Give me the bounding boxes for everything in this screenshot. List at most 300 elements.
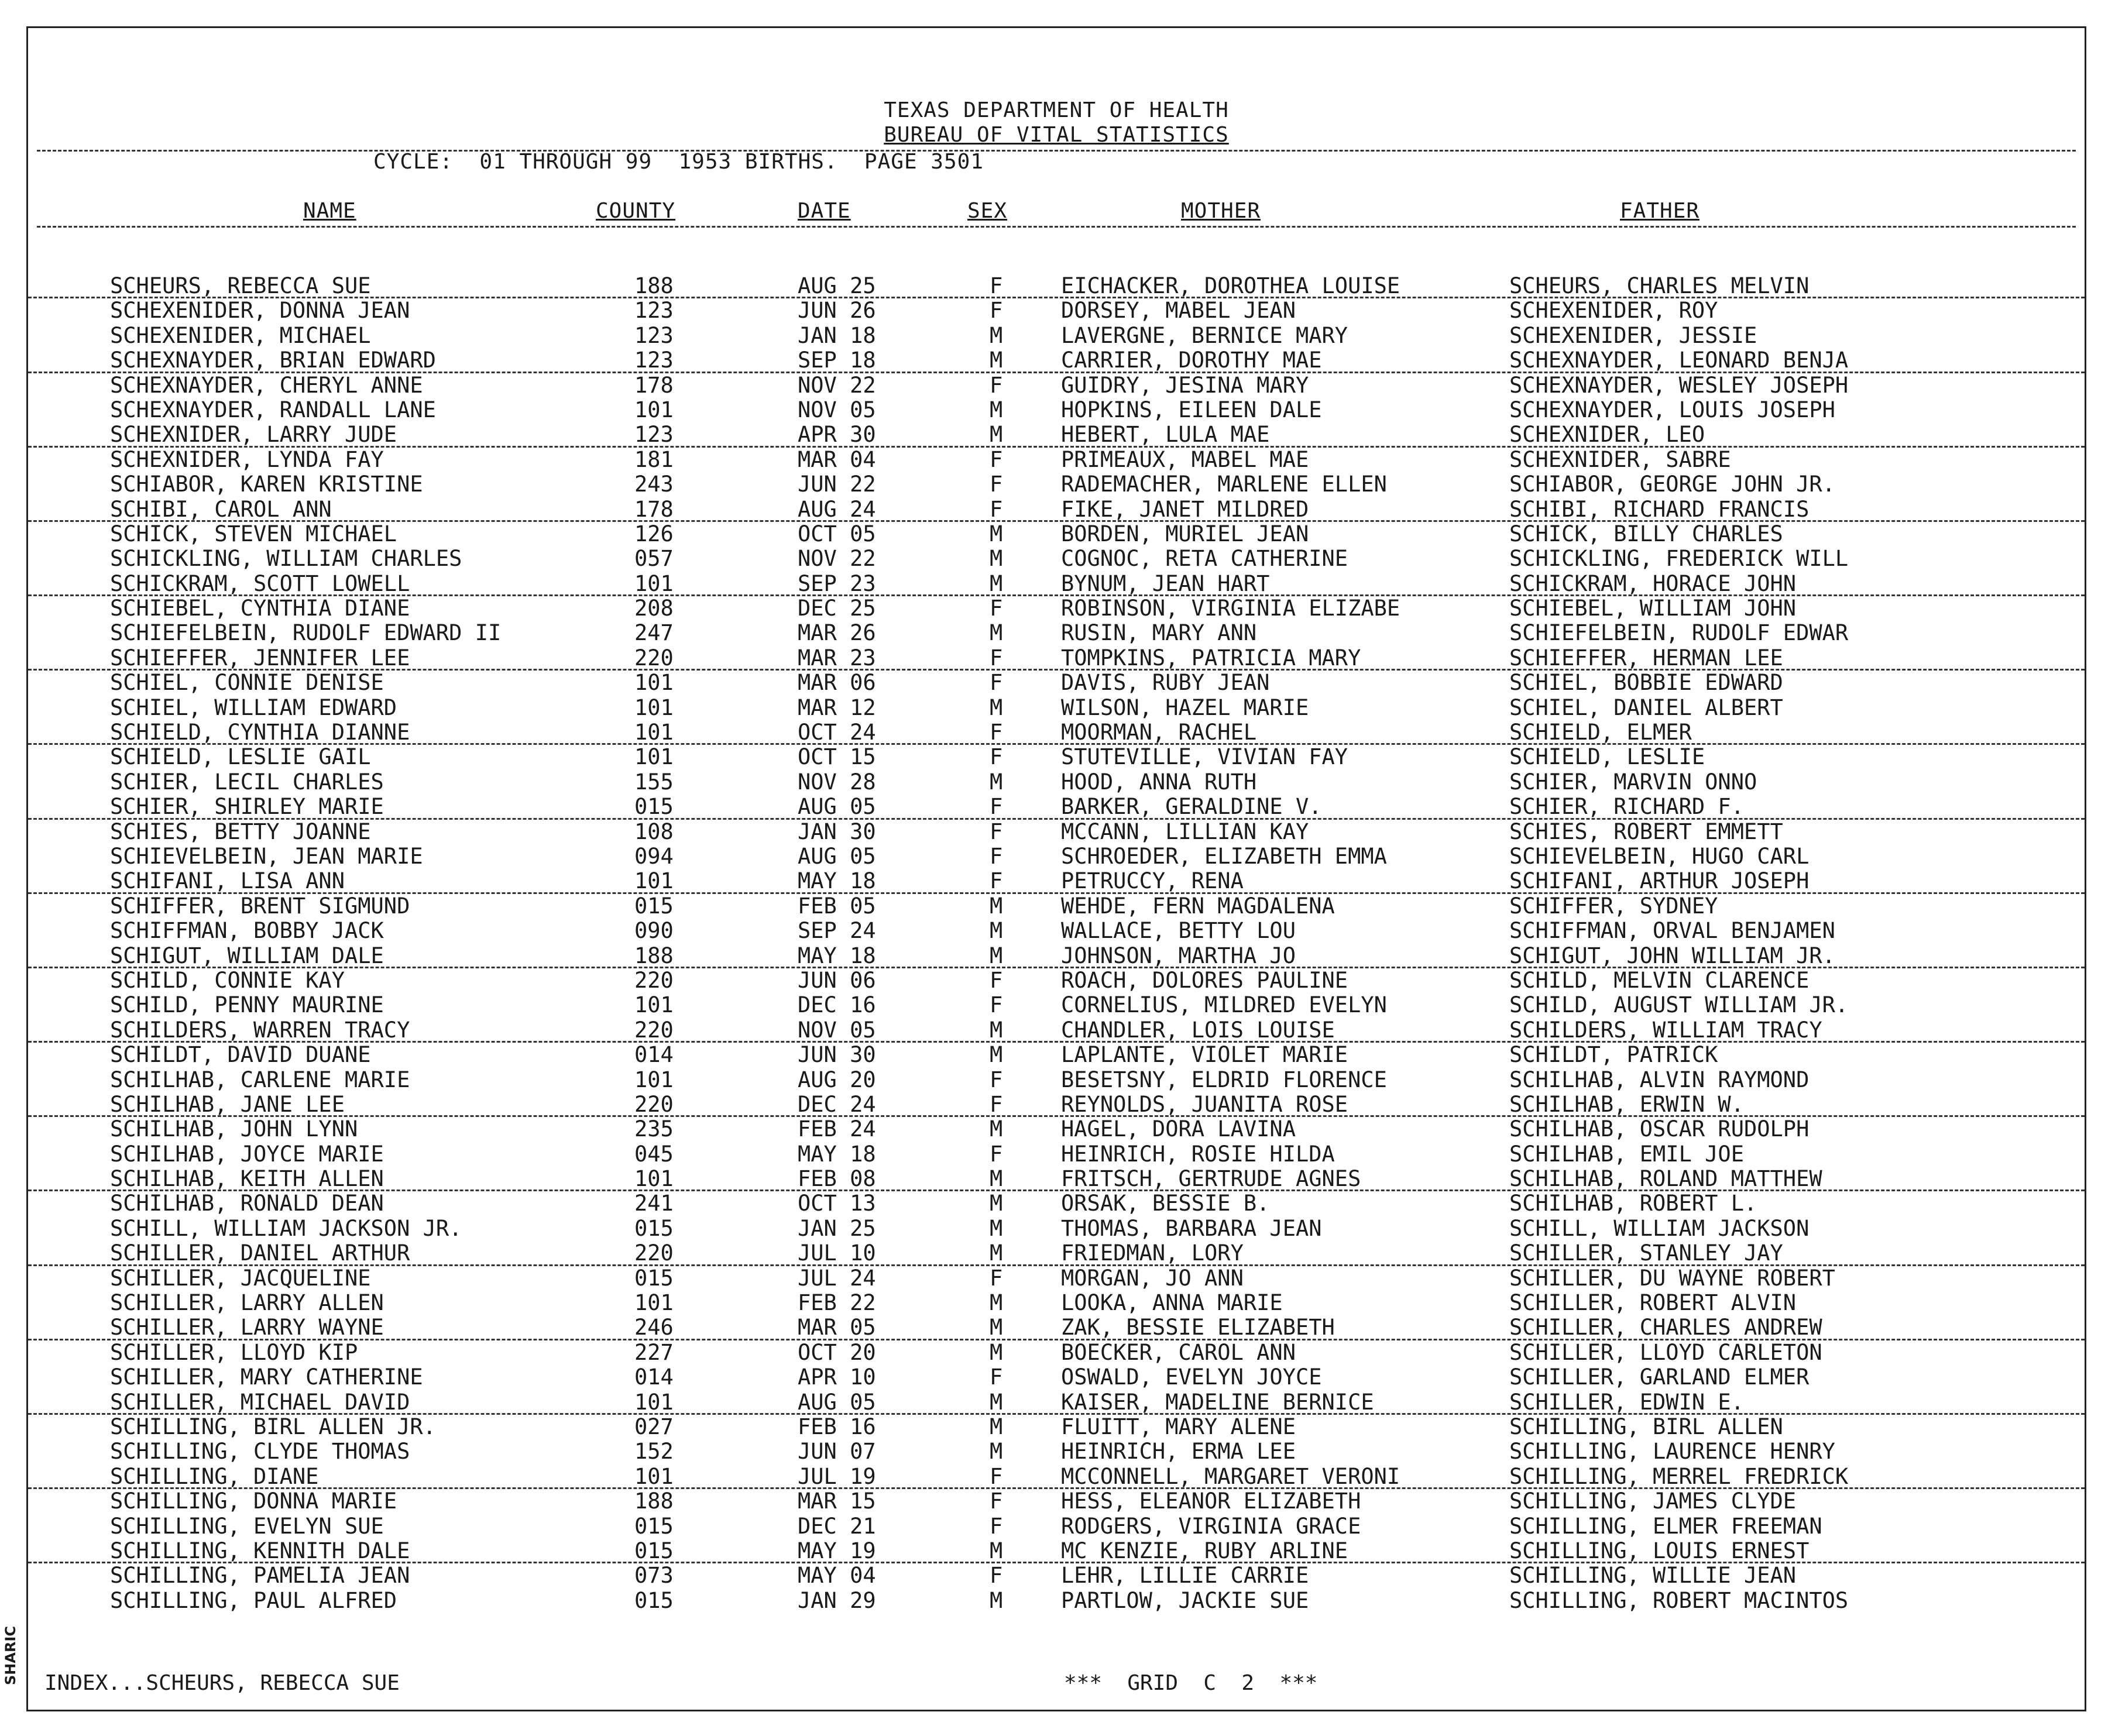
record-row — [28, 621, 2085, 645]
record-sex: M — [990, 943, 1003, 968]
record-sex: F — [990, 1141, 1003, 1167]
record-mother: LEHR, LILLIE CARRIE — [1061, 1563, 1309, 1589]
column-header-father: FATHER — [1620, 199, 1700, 223]
record-sex: F — [990, 1513, 1003, 1539]
record-name: SCHILLER, MICHAEL DAVID — [110, 1389, 410, 1415]
record-mother: FRIEDMAN, LORY — [1061, 1240, 1244, 1266]
record-father: SCHEXENIDER, ROY — [1509, 298, 1718, 324]
record-row — [28, 1167, 2085, 1191]
record-county: 101 — [634, 1166, 674, 1192]
record-date: AUG 05 — [798, 794, 876, 820]
record-county: 178 — [634, 496, 674, 522]
record-date: JAN 30 — [798, 819, 876, 844]
record-sex: M — [990, 521, 1003, 546]
record-name: SCHIBI, CAROL ANN — [110, 496, 332, 522]
record-row — [28, 1439, 2085, 1464]
record-name: SCHILL, WILLIAM JACKSON JR. — [110, 1215, 462, 1241]
record-name: SCHICK, STEVEN MICHAEL — [110, 521, 397, 546]
record-father: SCHICKRAM, HORACE JOHN — [1509, 570, 1797, 596]
record-father: SCHILHAB, ERWIN W. — [1509, 1091, 1744, 1117]
record-mother: HEINRICH, ERMA LEE — [1061, 1439, 1296, 1465]
record-date: DEC 16 — [798, 992, 876, 1018]
record-date: FEB 22 — [798, 1290, 876, 1316]
record-date: NOV 22 — [798, 546, 876, 572]
record-row — [28, 1216, 2085, 1241]
record-father: SCHILHAB, OSCAR RUDOLPH — [1509, 1116, 1810, 1142]
record-mother: THOMAS, BARBARA JEAN — [1061, 1215, 1322, 1241]
record-row — [28, 324, 2085, 348]
record-mother: ROBINSON, VIRGINIA ELIZABE — [1061, 596, 1400, 621]
record-father: SCHIGUT, JOHN WILLIAM JR. — [1509, 943, 1835, 968]
record-sex: F — [990, 868, 1003, 894]
record-name: SCHILDT, DAVID DUANE — [110, 1042, 371, 1068]
record-county: 241 — [634, 1191, 674, 1216]
record-row — [28, 497, 2085, 522]
record-date: MAR 15 — [798, 1489, 876, 1514]
record-row — [28, 522, 2085, 546]
record-sex: F — [990, 273, 1003, 298]
record-sex: M — [990, 1215, 1003, 1241]
record-sex: M — [990, 1166, 1003, 1192]
record-mother: BESETSNY, ELDRID FLORENCE — [1061, 1067, 1387, 1092]
record-mother: BOECKER, CAROL ANN — [1061, 1339, 1296, 1365]
record-father: SCHIEVELBEIN, HUGO CARL — [1509, 843, 1810, 869]
record-sex: M — [990, 1042, 1003, 1068]
record-county: 045 — [634, 1141, 674, 1167]
side-label: SHARIC — [2, 1626, 19, 1685]
record-father: SCHEXNIDER, LEO — [1509, 422, 1705, 448]
record-name: SCHIEFELBEIN, RUDOLF EDWARD II — [110, 620, 502, 646]
record-mother: FLUITT, MARY ALENE — [1061, 1414, 1296, 1439]
record-date: MAR 04 — [798, 446, 876, 472]
record-date: APR 10 — [798, 1364, 876, 1390]
record-name: SCHIGUT, WILLIAM DALE — [110, 943, 384, 968]
record-mother: MORGAN, JO ANN — [1061, 1265, 1244, 1291]
record-sex: F — [990, 496, 1003, 522]
record-name: SCHICKLING, WILLIAM CHARLES — [110, 546, 462, 572]
record-date: MAY 18 — [798, 868, 876, 894]
record-mother: CARRIER, DOROTHY MAE — [1061, 348, 1322, 373]
record-mother: RUSIN, MARY ANN — [1061, 620, 1257, 646]
record-name: SCHEXENIDER, MICHAEL — [110, 322, 371, 348]
record-father: SCHILD, MELVIN CLARENCE — [1509, 967, 1810, 993]
record-row — [28, 546, 2085, 571]
record-date: DEC 21 — [798, 1513, 876, 1539]
record-name: SCHIEBEL, CYNTHIA DIANE — [110, 596, 410, 621]
record-row — [28, 1291, 2085, 1315]
record-father: SCHILDERS, WILLIAM TRACY — [1509, 1017, 1822, 1043]
grid-footer: *** GRID C 2 *** — [1064, 1671, 1318, 1695]
record-date: FEB 16 — [798, 1414, 876, 1439]
record-date: OCT 05 — [798, 521, 876, 546]
record-sex: F — [990, 1563, 1003, 1589]
column-header-mother: MOTHER — [1181, 199, 1261, 223]
record-mother: MCCANN, LILLIAN KAY — [1061, 819, 1309, 844]
record-row — [28, 646, 2085, 671]
record-county: 014 — [634, 1364, 674, 1390]
record-row — [28, 1465, 2085, 1489]
record-father: SCHICK, BILLY CHARLES — [1509, 521, 1783, 546]
record-name: SCHILLING, KENNITH DALE — [110, 1538, 410, 1563]
record-sex: M — [990, 893, 1003, 919]
record-date: AUG 20 — [798, 1067, 876, 1092]
record-mother: DORSEY, MABEL JEAN — [1061, 298, 1296, 324]
record-row — [28, 968, 2085, 993]
record-sex: M — [990, 1017, 1003, 1043]
record-mother: FIKE, JANET MILDRED — [1061, 496, 1309, 522]
record-sex: M — [990, 1389, 1003, 1415]
record-date: SEP 23 — [798, 570, 876, 596]
record-date: MAY 18 — [798, 943, 876, 968]
record-father: SCHEXNAYDER, LOUIS JOSEPH — [1509, 397, 1835, 422]
record-county: 015 — [634, 1587, 674, 1613]
record-date: AUG 05 — [798, 843, 876, 869]
record-county: 126 — [634, 521, 674, 546]
record-name: SCHILHAB, CARLENE MARIE — [110, 1067, 410, 1092]
record-date: JUN 06 — [798, 967, 876, 993]
record-row — [28, 795, 2085, 819]
record-father: SCHIER, MARVIN ONNO — [1509, 769, 1757, 795]
record-father: SCHILHAB, ROLAND MATTHEW — [1509, 1166, 1822, 1192]
record-name: SCHIER, LECIL CHARLES — [110, 769, 384, 795]
record-sex: F — [990, 1091, 1003, 1117]
record-row — [28, 1340, 2085, 1365]
record-date: DEC 24 — [798, 1091, 876, 1117]
record-date: FEB 05 — [798, 893, 876, 919]
record-date: SEP 18 — [798, 348, 876, 373]
record-father: SCHEXENIDER, JESSIE — [1509, 322, 1757, 348]
record-county: 220 — [634, 1091, 674, 1117]
record-mother: GUIDRY, JESINA MARY — [1061, 372, 1309, 398]
record-name: SCHICKRAM, SCOTT LOWELL — [110, 570, 410, 596]
record-sex: M — [990, 695, 1003, 720]
record-county: 101 — [634, 744, 674, 770]
record-row — [28, 348, 2085, 373]
record-mother: SCHROEDER, ELIZABETH EMMA — [1061, 843, 1387, 869]
record-county: 101 — [634, 670, 674, 696]
record-date: NOV 05 — [798, 1017, 876, 1043]
record-sex: F — [990, 298, 1003, 324]
record-name: SCHIEFFER, JENNIFER LEE — [110, 645, 410, 671]
record-father: SCHIELD, ELMER — [1509, 720, 1692, 745]
record-date: OCT 24 — [798, 720, 876, 745]
record-date: JUL 10 — [798, 1240, 876, 1266]
record-row — [28, 993, 2085, 1017]
record-father: SCHILLER, ROBERT ALVIN — [1509, 1290, 1797, 1316]
record-county: 123 — [634, 348, 674, 373]
record-date: JUN 07 — [798, 1439, 876, 1465]
record-county: 094 — [634, 843, 674, 869]
record-row — [28, 1117, 2085, 1142]
record-county: 188 — [634, 943, 674, 968]
record-row — [28, 298, 2085, 323]
record-father: SCHIES, ROBERT EMMETT — [1509, 819, 1783, 844]
record-mother: HOOD, ANNA RUTH — [1061, 769, 1257, 795]
record-mother: WILSON, HAZEL MARIE — [1061, 695, 1309, 720]
record-father: SCHILLING, MERREL FREDRICK — [1509, 1463, 1849, 1489]
record-mother: RADEMACHER, MARLENE ELLEN — [1061, 472, 1387, 497]
record-name: SCHIFANI, LISA ANN — [110, 868, 345, 894]
record-date: OCT 15 — [798, 744, 876, 770]
record-date: MAY 18 — [798, 1141, 876, 1167]
record-row — [28, 720, 2085, 745]
record-name: SCHIEL, WILLIAM EDWARD — [110, 695, 397, 720]
record-sex: M — [990, 348, 1003, 373]
record-name: SCHIEVELBEIN, JEAN MARIE — [110, 843, 423, 869]
record-row — [28, 745, 2085, 769]
record-mother: COGNOC, RETA CATHERINE — [1061, 546, 1348, 572]
record-father: SCHILLER, LLOYD CARLETON — [1509, 1339, 1822, 1365]
record-county: 101 — [634, 1290, 674, 1316]
record-row — [28, 596, 2085, 621]
record-date: MAR 23 — [798, 645, 876, 671]
record-mother: BARKER, GERALDINE V. — [1061, 794, 1322, 820]
record-father: SCHICKLING, FREDERICK WILL — [1509, 546, 1849, 572]
record-row — [28, 770, 2085, 795]
record-row — [28, 572, 2085, 596]
record-name: SCHILLING, EVELYN SUE — [110, 1513, 384, 1539]
record-mother: HOPKINS, EILEEN DALE — [1061, 397, 1322, 422]
record-father: SCHILLING, ROBERT MACINTOS — [1509, 1587, 1849, 1613]
record-date: FEB 08 — [798, 1166, 876, 1192]
record-father: SCHIEFFER, HERMAN LEE — [1509, 645, 1783, 671]
record-father: SCHEXNIDER, SABRE — [1509, 446, 1731, 472]
record-sex: M — [990, 620, 1003, 646]
record-county: 188 — [634, 1489, 674, 1514]
record-sex: M — [990, 769, 1003, 795]
record-mother: BYNUM, JEAN HART — [1061, 570, 1270, 596]
record-county: 015 — [634, 1215, 674, 1241]
record-name: SCHILLER, LLOYD KIP — [110, 1339, 358, 1365]
record-name: SCHIFFER, BRENT SIGMUND — [110, 893, 410, 919]
record-county: 101 — [634, 570, 674, 596]
record-mother: PETRUCCY, RENA — [1061, 868, 1244, 894]
record-row — [28, 919, 2085, 943]
record-mother: LAPLANTE, VIOLET MARIE — [1061, 1042, 1348, 1068]
record-sex: M — [990, 1587, 1003, 1613]
record-row — [28, 1365, 2085, 1390]
record-sex: F — [990, 1265, 1003, 1291]
record-father: SCHIEFELBEIN, RUDOLF EDWAR — [1509, 620, 1849, 646]
record-sex: F — [990, 794, 1003, 820]
record-sex: F — [990, 1489, 1003, 1514]
record-sex: M — [990, 1191, 1003, 1216]
record-name: SCHEXNIDER, LARRY JUDE — [110, 422, 397, 448]
record-father: SCHILLER, DU WAYNE ROBERT — [1509, 1265, 1835, 1291]
record-county: 101 — [634, 1067, 674, 1092]
record-county: 057 — [634, 546, 674, 572]
record-county: 015 — [634, 1513, 674, 1539]
record-county: 014 — [634, 1042, 674, 1068]
record-row — [28, 1589, 2085, 1613]
record-row — [28, 844, 2085, 869]
record-father: SCHIEL, DANIEL ALBERT — [1509, 695, 1783, 720]
record-father: SCHEXNAYDER, WESLEY JOSEPH — [1509, 372, 1849, 398]
record-date: NOV 28 — [798, 769, 876, 795]
record-sex: F — [990, 967, 1003, 993]
column-header-sex: SEX — [967, 199, 1008, 223]
record-county: 101 — [634, 1389, 674, 1415]
record-date: MAY 04 — [798, 1563, 876, 1589]
record-mother: REYNOLDS, JUANITA ROSE — [1061, 1091, 1348, 1117]
record-mother: MCCONNELL, MARGARET VERONI — [1061, 1463, 1400, 1489]
record-sex: F — [990, 372, 1003, 398]
record-county: 101 — [634, 992, 674, 1018]
record-name: SCHILD, PENNY MAURINE — [110, 992, 384, 1018]
record-father: SCHILHAB, EMIL JOE — [1509, 1141, 1744, 1167]
record-county: 188 — [634, 273, 674, 298]
record-date: MAY 19 — [798, 1538, 876, 1563]
record-date: JAN 18 — [798, 322, 876, 348]
record-mother: TOMPKINS, PATRICIA MARY — [1061, 645, 1361, 671]
record-sex: M — [990, 918, 1003, 944]
record-row — [28, 1092, 2085, 1117]
record-father: SCHILLING, JAMES CLYDE — [1509, 1489, 1797, 1514]
record-mother: CORNELIUS, MILDRED EVELYN — [1061, 992, 1387, 1018]
record-date: MAR 06 — [798, 670, 876, 696]
record-name: SCHILLER, DANIEL ARTHUR — [110, 1240, 410, 1266]
record-date: JUL 19 — [798, 1463, 876, 1489]
record-date: JAN 29 — [798, 1587, 876, 1613]
record-name: SCHILLER, LARRY WAYNE — [110, 1315, 384, 1340]
index-footer: INDEX...SCHEURS, REBECCA SUE — [44, 1671, 400, 1695]
record-sex: M — [990, 1339, 1003, 1365]
record-row — [28, 448, 2085, 472]
record-date: MAR 12 — [798, 695, 876, 720]
record-county: 090 — [634, 918, 674, 944]
record-mother: ROACH, DOLORES PAULINE — [1061, 967, 1348, 993]
record-sex: M — [990, 322, 1003, 348]
record-row — [28, 398, 2085, 422]
record-father: SCHILHAB, ROBERT L. — [1509, 1191, 1757, 1216]
record-date: AUG 25 — [798, 273, 876, 298]
record-date: FEB 24 — [798, 1116, 876, 1142]
record-name: SCHIFFMAN, BOBBY JACK — [110, 918, 384, 944]
record-county: 101 — [634, 868, 674, 894]
record-mother: OSWALD, EVELYN JOYCE — [1061, 1364, 1322, 1390]
record-name: SCHILLING, DIANE — [110, 1463, 319, 1489]
record-date: JAN 25 — [798, 1215, 876, 1241]
record-date: NOV 05 — [798, 397, 876, 422]
record-date: AUG 24 — [798, 496, 876, 522]
record-mother: PRIMEAUX, MABEL MAE — [1061, 446, 1309, 472]
record-father: SCHIFFMAN, ORVAL BENJAMEN — [1509, 918, 1835, 944]
record-date: NOV 22 — [798, 372, 876, 398]
record-row — [28, 671, 2085, 695]
record-father: SCHILLER, STANLEY JAY — [1509, 1240, 1783, 1266]
record-father: SCHILLING, BIRL ALLEN — [1509, 1414, 1783, 1439]
record-date: OCT 20 — [798, 1339, 876, 1365]
record-sex: F — [990, 645, 1003, 671]
record-date: JUN 30 — [798, 1042, 876, 1068]
record-sex: F — [990, 596, 1003, 621]
record-sex: M — [990, 1315, 1003, 1340]
record-mother: HAGEL, DORA LAVINA — [1061, 1116, 1296, 1142]
record-county: 015 — [634, 1265, 674, 1291]
record-date: MAR 05 — [798, 1315, 876, 1340]
record-father: SCHIFANI, ARTHUR JOSEPH — [1509, 868, 1810, 894]
record-mother: PARTLOW, JACKIE SUE — [1061, 1587, 1309, 1613]
record-county: 227 — [634, 1339, 674, 1365]
record-father: SCHIELD, LESLIE — [1509, 744, 1705, 770]
cycle-line: CYCLE: 01 THROUGH 99 1953 BIRTHS. PAGE 3501 — [373, 150, 984, 174]
record-sex: F — [990, 1364, 1003, 1390]
record-father: SCHIABOR, GEORGE JOHN JR. — [1509, 472, 1835, 497]
column-header-divider — [37, 226, 2076, 228]
record-father: SCHILLER, EDWIN E. — [1509, 1389, 1744, 1415]
record-father: SCHILLING, LOUIS ERNEST — [1509, 1538, 1810, 1563]
record-father: SCHILLER, CHARLES ANDREW — [1509, 1315, 1822, 1340]
record-name: SCHILLER, MARY CATHERINE — [110, 1364, 423, 1390]
record-name: SCHILLING, DONNA MARIE — [110, 1489, 397, 1514]
record-row — [28, 1018, 2085, 1043]
record-mother: HESS, ELEANOR ELIZABETH — [1061, 1489, 1361, 1514]
record-sex: F — [990, 1463, 1003, 1489]
record-county: 208 — [634, 596, 674, 621]
record-name: SCHILLING, PAMELIA JEAN — [110, 1563, 410, 1589]
record-county: 101 — [634, 1463, 674, 1489]
record-name: SCHILLING, CLYDE THOMAS — [110, 1439, 410, 1465]
record-mother: HEINRICH, ROSIE HILDA — [1061, 1141, 1335, 1167]
record-row — [28, 1142, 2085, 1167]
record-date: OCT 13 — [798, 1191, 876, 1216]
record-county: 073 — [634, 1563, 674, 1589]
record-date: JUL 24 — [798, 1265, 876, 1291]
record-county: 101 — [634, 695, 674, 720]
record-row — [28, 1539, 2085, 1563]
record-mother: HEBERT, LULA MAE — [1061, 422, 1270, 448]
record-father: SCHILL, WILLIAM JACKSON — [1509, 1215, 1810, 1241]
record-sex: F — [990, 992, 1003, 1018]
record-mother: LOOKA, ANNA MARIE — [1061, 1290, 1283, 1316]
record-county: 123 — [634, 422, 674, 448]
record-sex: M — [990, 570, 1003, 596]
record-name: SCHILD, CONNIE KAY — [110, 967, 345, 993]
record-county: 101 — [634, 397, 674, 422]
record-name: SCHIEL, CONNIE DENISE — [110, 670, 384, 696]
record-date: AUG 05 — [798, 1389, 876, 1415]
record-date: JUN 26 — [798, 298, 876, 324]
record-county: 220 — [634, 645, 674, 671]
record-sex: M — [990, 546, 1003, 572]
record-sex: F — [990, 446, 1003, 472]
record-name: SCHILHAB, JOHN LYNN — [110, 1116, 358, 1142]
record-sex: F — [990, 843, 1003, 869]
record-father: SCHIEL, BOBBIE EDWARD — [1509, 670, 1783, 696]
record-row — [28, 472, 2085, 497]
record-name: SCHEXNAYDER, BRIAN EDWARD — [110, 348, 436, 373]
record-mother: KAISER, MADELINE BERNICE — [1061, 1389, 1374, 1415]
record-county: 178 — [634, 372, 674, 398]
record-county: 123 — [634, 322, 674, 348]
record-mother: MOORMAN, RACHEL — [1061, 720, 1257, 745]
record-row — [28, 1514, 2085, 1539]
record-row — [28, 1390, 2085, 1415]
record-sex: F — [990, 720, 1003, 745]
record-mother: BORDEN, MURIEL JEAN — [1061, 521, 1309, 546]
record-row — [28, 1315, 2085, 1340]
record-name: SCHEXENIDER, DONNA JEAN — [110, 298, 410, 324]
record-sex: F — [990, 472, 1003, 497]
record-father: SCHEXNAYDER, LEONARD BENJA — [1509, 348, 1849, 373]
column-header-date: DATE — [798, 199, 851, 223]
record-sex: F — [990, 1067, 1003, 1092]
record-county: 015 — [634, 1538, 674, 1563]
record-county: 152 — [634, 1439, 674, 1465]
record-name: SCHILLING, PAUL ALFRED — [110, 1587, 397, 1613]
record-name: SCHILLING, BIRL ALLEN JR. — [110, 1414, 436, 1439]
record-row — [28, 373, 2085, 398]
